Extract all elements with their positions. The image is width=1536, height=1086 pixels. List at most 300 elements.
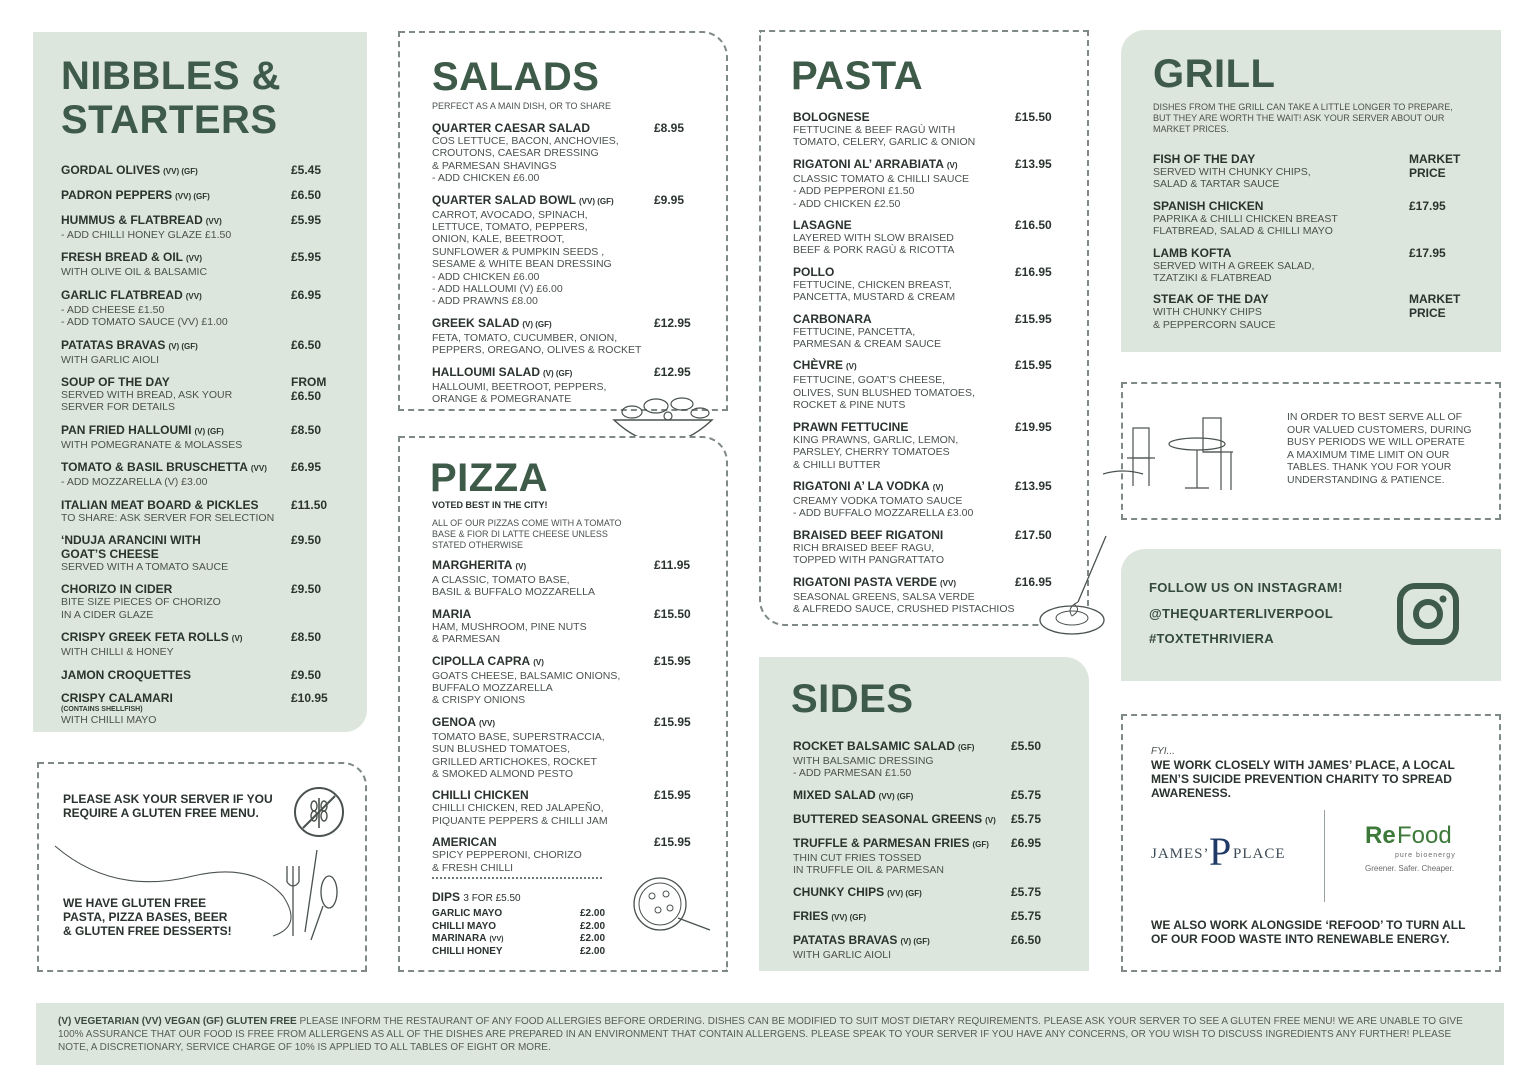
menu-item-name-text: CARBONARA (793, 311, 872, 326)
menu-item (61, 188, 357, 204)
logo-divider (1324, 810, 1325, 902)
menu-item-price: £9.50 (291, 582, 322, 597)
menu-item-name (793, 110, 1008, 124)
menu-item-description: BITE SIZE PIECES OF CHORIZO IN A CIDER GLAZE (61, 596, 221, 621)
dietary-tag: (V) (846, 362, 857, 372)
instagram-follow: FOLLOW US ON INSTAGRAM! (1149, 580, 1343, 595)
menu-item-name (61, 423, 281, 439)
dietary-tag: (GF) (958, 743, 975, 752)
menu-item (793, 479, 1055, 520)
menu-item-name (61, 460, 281, 476)
menu-item-name (61, 288, 281, 304)
menu-item-price: £15.95 (654, 714, 691, 729)
menu-item-description: SERVED WITH A TOMATO SAUCE (61, 561, 229, 574)
menu-item-description: THIN CUT FRIES TOSSED IN TRUFFLE OIL & PARMESAN (793, 851, 944, 877)
dietary-tag: (V) (515, 562, 527, 571)
charity-text2: WE ALSO WORK ALONGSIDE ‘REFOOD’ TO TURN ALL OF OUR FOOD WASTE INTO RENEWABLE ENERGY. (1151, 918, 1466, 946)
menu-item-name-text: PATATAS BRAVAS (61, 337, 166, 352)
menu-item-name-text: FRIES (793, 908, 829, 923)
menu-item-name-text: MIXED SALAD (793, 787, 876, 802)
menu-item (432, 654, 694, 707)
menu-item-description: GOATS CHEESE, BALSAMIC ONIONS, BUFFALO MOZZARELLA & CRISPY ONIONS (432, 669, 621, 707)
dips-offer: 3 FOR £5.50 (463, 893, 521, 904)
menu-item-name (793, 836, 1008, 852)
sides-items (793, 739, 1055, 969)
charity-text1: WE WORK CLOSELY WITH JAMES’ PLACE, A LOCAL MEN’S SUICIDE PREVENTION CHARITY TO SPREAD AWARENESS. (1151, 758, 1455, 800)
menu-item-name-text: BRAISED BEEF RIGATONI (793, 527, 944, 542)
menu-item-name (793, 157, 1008, 173)
pasta-fork-illustration (1036, 532, 1116, 642)
menu-item (793, 812, 1055, 828)
menu-item-name (432, 788, 647, 802)
notice-text: IN ORDER TO BEST SERVE ALL OF OUR VALUED CUSTOMERS, DURING BUSY PERIODS WE WILL OPERATE A MAXIMUM TIME LIMIT ON OUR TABLES. THANK YOU FOR YOUR UNDERSTANDING & PATIENCE. (1287, 411, 1472, 486)
menu-item (61, 498, 357, 524)
menu-item-price: £16.50 (1015, 218, 1052, 233)
menu-item-name-text: FRESH BREAD & OIL (61, 250, 184, 265)
dietary-tag: (V) (GF) (900, 936, 930, 946)
refood-logo-slogan: Greener. Safer. Cheaper. (1365, 864, 1454, 873)
pizza-tagline: VOTED BEST IN THE CITY! (432, 500, 548, 510)
menu-item (61, 163, 357, 179)
gluten-text2: WE HAVE GLUTEN FREE PASTA, PIZZA BASES, BEER & GLUTEN FREE DESSERTS! (63, 896, 232, 938)
refood-logo-re: Re (1365, 822, 1396, 849)
menu-item-name (61, 668, 281, 682)
grill-title: GRILL (1153, 52, 1276, 96)
menu-item (432, 835, 694, 874)
menu-item-price: £17.95 (1409, 198, 1446, 213)
menu-item-name-text: CHORIZO IN CIDER (61, 582, 173, 597)
menu-item-price: £8.95 (654, 121, 685, 135)
menu-item-price: £8.50 (291, 630, 322, 645)
refood-logo-tag: pure bioenergy (1395, 852, 1456, 859)
menu-item-name (432, 193, 647, 209)
menu-item (793, 358, 1055, 411)
menu-item (61, 630, 357, 658)
menu-item-name-text: STEAK OF THE DAY (1153, 292, 1269, 307)
dietary-tag: (V) (GF) (543, 368, 573, 378)
menu-item (793, 265, 1055, 304)
menu-item (793, 739, 1055, 780)
menu-item (61, 533, 357, 573)
dietary-tag: (VV) (250, 464, 267, 474)
menu-item-description: FETA, TOMATO, CUCUMBER, ONION, PEPPERS, OREGANO, OLIVES & ROCKET (432, 331, 642, 357)
menu-item-name (432, 365, 647, 381)
menu-item-description: SEASONAL GREENS, SALSA VERDE & ALFREDO SAUCE, CRUSHED PISTACHIOS (793, 590, 1015, 615)
instagram-icon[interactable] (1397, 583, 1459, 645)
menu-item-name (61, 691, 281, 705)
dip-name: CHILLI HONEY (432, 945, 503, 957)
menu-item-name (61, 213, 281, 229)
menu-item-name (793, 575, 1008, 591)
menu-item-name-text: ‘NDUJA ARANCINI WITH GOAT’S CHEESE (61, 533, 201, 562)
refood-logo (1365, 822, 1475, 882)
salads-subtitle: PERFECT AS A MAIN DISH, OR TO SHARE (432, 101, 612, 111)
menu-item-price: £5.50 (1011, 739, 1042, 753)
dips-list (432, 908, 612, 958)
menu-item (793, 110, 1055, 149)
menu-item-name-text: GENOA (432, 714, 477, 729)
menu-item-name-text: TRUFFLE & PARMESAN FRIES (793, 835, 970, 850)
menu-item-name-text: ROCKET BALSAMIC SALAD (793, 739, 955, 753)
menu-item-name (1153, 292, 1403, 306)
menu-item-description: FETTUCINE, CHICKEN BREAST, PANCETTA, MUSTARD & CREAM (793, 278, 956, 304)
dietary-tag: (VV) (GF) (175, 192, 210, 201)
dietary-tag: (VV) (GF) (887, 888, 922, 898)
salads-section (398, 31, 728, 411)
menu-item-name-text: CHILLI CHICKEN (432, 788, 529, 803)
pizza-section (398, 436, 728, 972)
menu-item-price: £15.95 (654, 788, 691, 803)
menu-item-description: CREAMY VODKA TOMATO SAUCE - ADD BUFFALO MOZZARELLA £3.00 (793, 494, 974, 520)
menu-item-name-text: SOUP OF THE DAY (61, 375, 170, 390)
menu-item-price: £6.50 (291, 188, 322, 202)
menu-item-name (432, 558, 647, 574)
footer-legend: (V) VEGETARIAN (VV) VEGAN (GF) GLUTEN FREE (58, 1016, 297, 1027)
dietary-tag: (V) (932, 482, 944, 492)
menu-item (1153, 152, 1471, 191)
menu-item-name-text: RIGATONI A’ LA VODKA (793, 478, 930, 493)
menu-item-description: SERVED WITH BREAD, ASK YOUR SERVER FOR DETAILS (61, 389, 233, 414)
menu-item-name-text: GARLIC FLATBREAD (61, 287, 183, 302)
menu-item-name-text: GORDAL OLIVES (61, 163, 161, 177)
menu-item-description: - ADD CHILLI HONEY GLAZE £1.50 (61, 229, 232, 241)
menu-item-price: £16.95 (1015, 264, 1052, 279)
menu-item-description: COS LETTUCE, BACON, ANCHOVIES, CROUTONS, CAESAR DRESSING & PARMESAN SHAVINGS - ADD CHICKEN £6.00 (432, 135, 619, 185)
menu-item-price: £11.95 (654, 558, 691, 572)
gluten-free-icon (291, 784, 347, 840)
menu-item-description: WITH GARLIC AIOLI (793, 948, 892, 961)
menu-item-name (61, 188, 281, 204)
menu-item-name-text: QUARTER SALAD BOWL (432, 192, 576, 207)
menu-item-note: (CONTAINS SHELLFISH) (61, 705, 143, 713)
dip-price: £2.00 (580, 908, 606, 919)
salads-items (432, 121, 694, 414)
menu-item-name (432, 654, 647, 670)
dietary-tag: (VV) (GF) (163, 167, 198, 176)
menu-item-name (793, 358, 1008, 374)
nibbles-title-line1: NIBBLES & (61, 54, 282, 98)
menu-item-price: £5.95 (291, 213, 322, 227)
menu-item-price: £15.95 (1015, 311, 1052, 326)
menu-item (793, 575, 1055, 616)
menu-item-price: £5.75 (1011, 908, 1042, 923)
menu-item-name (61, 582, 281, 596)
dip-name: MARINARA (432, 933, 487, 944)
menu-item-name-text: LAMB KOFTA (1153, 245, 1232, 260)
dips-title-text: DIPS (432, 890, 461, 904)
dietary-tag: (V) (985, 815, 996, 825)
menu-item-price: £6.50 (1011, 932, 1042, 947)
menu-item-name (793, 909, 1008, 925)
menu-item-price: £5.95 (291, 250, 322, 265)
menu-item-name (61, 498, 281, 512)
james-place-logo-right: PLACE (1233, 846, 1286, 862)
dietary-tag: (V) (946, 160, 958, 170)
footer-text (58, 1015, 1478, 1054)
menu-item-description: WITH CHILLI MAYO (61, 713, 157, 726)
menu-item-description: TOMATO BASE, SUPERSTRACCIA, SUN BLUSHED TOMATOES, GRILLED ARTICHOKES, ROCKET & SMOKED ALMOND PESTO (432, 730, 605, 781)
dip-name: CHILLI MAYO (432, 920, 497, 932)
menu-item-name-text: SPANISH CHICKEN (1153, 198, 1264, 213)
menu-item-price: £5.45 (291, 163, 322, 177)
menu-item-description: CLASSIC TOMATO & CHILLI SAUCE - ADD PEPPERONI £1.50 - ADD CHICKEN £2.50 (793, 172, 970, 210)
menu-item (61, 582, 357, 621)
menu-item-price: £17.95 (1409, 245, 1446, 260)
menu-item-price: £5.75 (1011, 811, 1042, 826)
menu-item-description: SERVED WITH CHUNKY CHIPS, SALAD & TARTAR SAUCE (1153, 166, 1311, 191)
menu-item-price: £15.50 (654, 606, 691, 621)
dips-title (432, 890, 521, 904)
menu-item-name (432, 607, 647, 621)
nibbles-section (33, 32, 367, 732)
dip-price: £2.00 (580, 945, 606, 957)
dietary-tag: (VV) (GF) (579, 196, 614, 206)
gluten-section (37, 762, 367, 972)
menu-item-name (61, 375, 281, 389)
menu-item (432, 788, 694, 827)
dietary-tag: (VV) (GF) (878, 791, 914, 801)
dietary-tag: (VV) (940, 578, 957, 588)
menu-item-description: A CLASSIC, TOMATO BASE, BASIL & BUFFALO MOZZARELLA (432, 574, 595, 599)
menu-item-name (1153, 152, 1403, 166)
dietary-tag: (VV) (205, 217, 222, 226)
menu-item-description: WITH CHILLI & HONEY (61, 646, 174, 659)
menu-item-price: £12.95 (654, 364, 691, 379)
menu-item (432, 607, 694, 646)
dip-item (432, 921, 612, 934)
menu-item-price: £5.75 (1011, 787, 1042, 802)
menu-item (793, 528, 1055, 567)
menu-item-name-text: RIGATONI AL’ ARRABIATA (793, 156, 944, 171)
menu-item-description: SPICY PEPPERONI, CHORIZO & FRESH CHILLI (432, 849, 582, 874)
menu-item-description: CHILLI CHICKEN, RED JALAPEÑO, PIQUANTE PEPPERS & CHILLI JAM (432, 802, 608, 827)
dip-item (432, 933, 612, 946)
menu-item-description: LAYERED WITH SLOW BRAISED BEEF & PORK RAGÙ & RICOTTA (793, 232, 955, 257)
menu-item-name-text: AMERICAN (432, 835, 497, 850)
menu-item (432, 316, 694, 357)
menu-item-description: WITH OLIVE OIL & BALSAMIC (61, 266, 208, 279)
menu-item-name (432, 715, 647, 731)
menu-item-name (793, 479, 1008, 495)
menu-item (1153, 246, 1471, 285)
menu-item-description: FETTUCINE, GOAT’S CHEESE, OLIVES, SUN BLUSHED TOMATOES, ROCKET & PINE NUTS (793, 374, 975, 412)
grill-subtitle: DISHES FROM THE GRILL CAN TAKE A LITTLE LONGER TO PREPARE, BUT THEY ARE WORTH THE WAIT! ASK YOUR SERVER ABOUT OUR MARKET PRICES. (1153, 102, 1453, 134)
dietary-tag: (VV) (GF) (831, 912, 867, 922)
menu-item-name-text: BUTTERED SEASONAL GREENS (793, 811, 983, 826)
menu-item (793, 909, 1055, 925)
menu-item-price: MARKET PRICE (1409, 292, 1461, 321)
menu-item-price: £9.50 (291, 667, 322, 682)
menu-item (432, 715, 694, 781)
menu-item (793, 420, 1055, 471)
nibbles-items (61, 163, 357, 735)
dietary-tag: (VV) (489, 936, 504, 943)
menu-item-name-text: FISH OF THE DAY (1153, 152, 1256, 166)
menu-item-description: WITH BALSAMIC DRESSING - ADD PARMESAN £1.50 (793, 755, 934, 780)
menu-item-price: £10.95 (291, 690, 328, 705)
menu-item-name (793, 933, 1008, 949)
menu-item (432, 558, 694, 599)
james-place-logo-p: P (1209, 829, 1232, 874)
menu-item-price: MARKET PRICE (1409, 152, 1461, 180)
menu-item-description: TO SHARE: ASK SERVER FOR SELECTION (61, 511, 275, 524)
menu-item-description: - ADD CHEESE £1.50 - ADD TOMATO SAUCE (VV) £1.00 (61, 303, 228, 329)
menu-item-price: £6.95 (1011, 835, 1042, 850)
menu-item (793, 885, 1055, 901)
pasta-items (793, 110, 1055, 623)
instagram-handle[interactable]: @THEQUARTERLIVERPOOL (1149, 606, 1334, 621)
menu-item-name-text: MARIA (432, 606, 472, 621)
menu-item-name-text: CIPOLLA CAPRA (432, 653, 531, 668)
menu-item-price: £16.95 (1015, 574, 1052, 589)
sides-section (759, 657, 1089, 971)
menu-item-price: FROM £6.50 (291, 375, 327, 404)
menu-item-price: £13.95 (1015, 156, 1052, 171)
menu-item-name-text: ITALIAN MEAT BOARD & PICKLES (61, 497, 259, 512)
allergen-footer (36, 1003, 1504, 1065)
menu-item-name (793, 420, 1008, 434)
menu-item (793, 312, 1055, 351)
dietary-tag: (V) (231, 634, 243, 644)
menu-item-name-text: MARGHERITA (432, 558, 513, 572)
menu-item-price: £15.50 (1015, 110, 1052, 124)
pizza-items (432, 558, 694, 882)
menu-item-name-text: PATATAS BRAVAS (793, 932, 898, 947)
salads-title: SALADS (432, 55, 600, 99)
menu-item-name-text: CRISPY CALAMARI (61, 690, 173, 705)
menu-item-name (1153, 199, 1403, 213)
menu-item-name-text: TOMATO & BASIL BRUSCHETTA (61, 460, 248, 475)
menu-item-name (61, 338, 281, 354)
menu-item-name-text: CHUNKY CHIPS (793, 884, 885, 899)
menu-item-description: FETTUCINE, PANCETTA, PARMESAN & CREAM SAUCE (793, 325, 941, 351)
menu-item-name (793, 812, 1008, 828)
menu-item-name-text: RIGATONI PASTA VERDE (793, 574, 938, 589)
menu-item-name-text: PRAWN FETTUCINE (793, 419, 909, 434)
dip-name: GARLIC MAYO (432, 908, 503, 919)
menu-item-name-text: GREEK SALAD (432, 315, 520, 330)
menu-item (1153, 199, 1471, 238)
menu-item-name (793, 528, 1008, 542)
menu-item (793, 788, 1055, 804)
menu-item-price: £6.50 (291, 337, 322, 352)
dietary-tag: (V) (533, 657, 544, 667)
charity-section (1121, 714, 1501, 972)
menu-item (61, 288, 357, 329)
footer-body: PLEASE INFORM THE RESTAURANT OF ANY FOOD ALLERGIES BEFORE ORDERING. DISHES CAN BE MODIFIED TO SUIT MOST DIETARY REQUIREMENTS. PLEASE ASK YOUR SERVER TO SEE A GLUTEN FREE MENU! WE ARE UNABLE TO GIVE 100% ASSURANCE THAT OUR FOOD IS FREE FROM ALLERGENS AS ALL OF THE DISHES ARE PREPARED IN AN ENVIRONMENT THAT CONTAIN ALLERGENS. PLEASE SPEAK TO YOUR SERVER IF YOU HAVE ANY CONCERNS, OR YOU WISH TO DISCUSS INGREDIENTS ANY FURTHER! PLEASE NOTE, A DISCRETIONARY, SERVICE CHARGE OF 10% IS APPLIED TO ALL TABLES OF EIGHT OR MORE. (58, 1016, 1463, 1053)
james-place-logo-left: JAMES’ (1151, 846, 1210, 862)
menu-item-price: £13.95 (1015, 478, 1052, 493)
dietary-tag: (V) (GF) (168, 341, 198, 351)
menu-item-description: PAPRIKA & CHILLI CHICKEN BREAST FLATBREAD, SALAD & CHILLI MAYO (1153, 212, 1338, 238)
menu-item-name (61, 533, 281, 561)
menu-item-name (793, 885, 1008, 901)
menu-item-name-text: LASAGNE (793, 218, 852, 233)
menu-item-name-text: JAMON CROQUETTES (61, 667, 192, 682)
menu-item-description: WITH POMEGRANATE & MOLASSES (61, 438, 243, 451)
menu-item (793, 157, 1055, 210)
dip-price: £2.00 (580, 920, 606, 932)
grill-items (1153, 152, 1471, 339)
menu-item-name (432, 835, 647, 849)
menu-item-name (793, 218, 1008, 232)
nibbles-title-line2: STARTERS (61, 98, 278, 142)
menu-item-description: FETTUCINE & BEEF RAGÙ WITH TOMATO, CELERY, GARLIC & ONION (793, 124, 976, 149)
menu-item-price: £11.50 (291, 497, 328, 512)
grill-section (1121, 30, 1501, 352)
dip-item (432, 946, 612, 959)
menu-item-description: CARROT, AVOCADO, SPINACH, LETTUCE, TOMATO, PEPPERS, ONION, KALE, BEETROOT, SUNFLOWER & PUMPKIN SEEDS , SESAME & WHITE BEAN DRESSING - ADD CHICKEN £6.00 - ADD HALLOUMI (V) £6.00 - ADD PRAWNS £8.00 (432, 208, 612, 308)
menu-item-description: WITH GARLIC AIOLI (61, 353, 160, 366)
dietary-tag: (GF) (972, 839, 989, 849)
dietary-tag: (V) (GF) (522, 319, 552, 329)
menu-item-description: HALLOUMI, BEETROOT, PEPPERS, ORANGE & POMEGRANATE (432, 380, 607, 406)
menu-item-name (432, 121, 647, 135)
menu-item-name (793, 312, 1008, 326)
menu-item (61, 375, 357, 414)
dips-divider (432, 877, 602, 879)
instagram-section (1121, 549, 1501, 681)
pizza-slice-illustration (628, 874, 718, 934)
dip-price: £2.00 (580, 933, 606, 944)
menu-item (61, 668, 357, 682)
menu-item-price: £6.95 (291, 287, 322, 302)
menu-item-name (1153, 246, 1403, 260)
menu-item (61, 423, 357, 451)
menu-item-price: £17.50 (1015, 527, 1052, 542)
menu-item-price: £8.50 (291, 422, 322, 437)
menu-item-name (61, 630, 281, 646)
menu-item (432, 121, 694, 185)
menu-item (61, 250, 357, 278)
menu-item-price: £15.95 (1015, 358, 1052, 373)
menu-item-name-text: QUARTER CAESAR SALAD (432, 121, 591, 135)
menu-item-name-text: CRISPY GREEK FETA ROLLS (61, 630, 229, 645)
menu-item-description: RICH BRAISED BEEF RAGU, TOPPED WITH PANGRATTATO (793, 541, 945, 567)
menu-item-price: £19.95 (1015, 419, 1052, 434)
menu-item-price: £9.95 (654, 192, 685, 207)
notice-section (1121, 382, 1501, 520)
dietary-tag: (VV) (186, 254, 203, 264)
menu-item-description: WITH CHUNKY CHIPS & PEPPERCORN SAUCE (1153, 306, 1276, 331)
instagram-hashtag: #TOXTETHRIVIERA (1149, 631, 1274, 646)
menu-item-name (793, 265, 1008, 279)
menu-item-price: £9.50 (291, 533, 322, 548)
menu-item-name-text: POLLO (793, 264, 835, 279)
menu-item (793, 933, 1055, 961)
pasta-title: PASTA (791, 54, 924, 98)
menu-item-name (793, 788, 1008, 804)
sides-title: SIDES (791, 677, 914, 721)
dietary-tag: (VV) (185, 291, 202, 301)
table-chairs-illustration (1103, 408, 1253, 498)
refood-logo-food: Food (1397, 822, 1452, 849)
menu-item-description: SERVED WITH A GREEK SALAD, TZATZIKI & FLATBREAD (1153, 259, 1315, 285)
menu-item (793, 218, 1055, 257)
dietary-tag: (VV) (479, 718, 496, 728)
menu-item-name-text: HUMMUS & FLATBREAD (61, 213, 203, 227)
menu-item-name (61, 250, 281, 266)
menu-item-name-text: PAN FRIED HALLOUMI (61, 422, 192, 437)
charity-fyi: FYI... (1151, 746, 1175, 757)
menu-item-name-text: PADRON PEPPERS (61, 188, 173, 202)
menu-item (61, 213, 357, 241)
dietary-tag: (V) (GF) (194, 426, 224, 436)
menu-item-price: £6.95 (291, 460, 322, 475)
gluten-text1: PLEASE ASK YOUR SERVER IF YOU REQUIRE A GLUTEN FREE MENU. (63, 792, 273, 820)
menu-item-price: £12.95 (654, 315, 691, 330)
menu-item (61, 691, 357, 726)
